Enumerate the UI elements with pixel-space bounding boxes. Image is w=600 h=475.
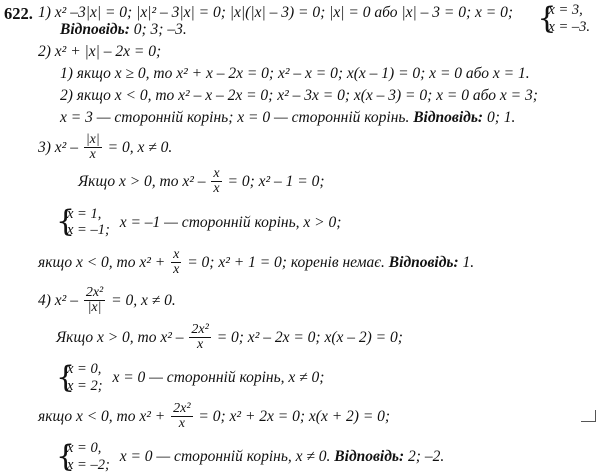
item4-neg-suffix: = 0; x² + 2x = 0; x(x + 2) = 0; [198,408,391,426]
solution-line-4: 1) якщо x ≥ 0, то x² + x – 2x = 0; x² – x = 0; x(x – 1) = 0; x = 0 або x = 1. [60,65,530,83]
item4-system [56,361,103,394]
item3-answer-value: 1. [458,254,475,272]
solution-line-1: 1) x² –3|x| = 0; |x|² – 3|x| = 0; |x|(|x| – 3) = 0; |x| = 0 або |x| – 3 = 0; x = 0; [38,4,514,21]
answer-value-2: 0; 1. [483,108,516,126]
item4-answer-label: Відповідь: [334,448,405,466]
item3-neg-fraction [171,248,181,277]
item3-system-row-2: x = –1; [67,222,110,239]
item3-eq-suffix: = 0, x ≠ 0. [107,139,173,157]
item4-label: 4) [38,292,51,310]
brace-glyph: { [537,0,557,36]
item4-fraction-denominator: |x| [84,300,105,315]
item4-answer-value: 2; –2. [404,448,445,466]
item4-eq-prefix: x² – [54,292,78,310]
item3-system-tail: x = –1 — сторонній корінь, x > 0; [119,213,342,231]
item4-system-line [38,359,594,395]
item4-neg-fraction-numerator: 2x² [173,401,191,417]
solution-line-5: 2) якщо x < 0, то x² – x – 2x = 0; x² – 3x = 0; x(x – 3) = 0; x = 0 або x = 3; [60,86,538,104]
answer-label-1: Відповідь: [60,21,130,39]
item3-case-fraction-numerator: x [213,165,220,181]
solution-line-2 [38,18,594,39]
top-system-brace [537,2,590,35]
solution-line-6 [38,109,594,126]
item3-neg-fraction-denominator: x [173,262,180,277]
item3-case-fraction [211,167,221,196]
item3-label: 3) [38,139,51,157]
item4-system-2 [56,440,110,473]
top-system-row-2: x = –3. [548,18,590,35]
item4-eq-suffix: = 0, x ≠ 0. [111,292,176,310]
item4-system2-tail: x = 0 — сторонній корінь, x ≠ 0. [119,448,335,466]
item4-case-suffix: = 0; x² – 2x = 0; x(x – 2) = 0; [216,329,403,347]
item3-eq-prefix: x² – [54,139,78,157]
item3-system-row-1: x = 1, [67,205,102,222]
item3-case-suffix: = 0; x² – 1 = 0; [227,172,325,190]
item3-case-negative [38,249,594,278]
item4-case-fraction-numerator: 2x² [191,322,209,337]
item4-neg-fraction [171,402,192,431]
item3-fraction-numerator: |x| [85,132,100,148]
item4-system-tail: x = 0 — сторонній корінь, x ≠ 0; [112,369,325,387]
exercise-number: 622. [4,4,33,23]
item3-neg-fraction-numerator: x [173,247,180,262]
item4-system2-row-1: x = 0, [67,440,102,457]
item4-neg-prefix: якщо x < 0, то x² + [38,408,166,426]
item3-system [56,206,110,239]
item4-case-fraction-denominator: x [189,337,210,352]
item4-system2-line [38,441,594,474]
item3-case-positive [38,165,594,197]
item3-fraction-denominator: x [84,147,102,162]
item3-neg-suffix: = 0; x² + 1 = 0; коренів немає. [187,254,389,272]
line6-text: x = 3 — сторонній корінь; x = 0 — сторонній корінь. [60,108,414,126]
item3-case-prefix: Якщо x > 0, то x² – [78,172,206,190]
solution-line-3: 2) x² + |x| – 2x = 0; [38,43,162,61]
item4-fraction-numerator: 2x² [85,285,104,300]
item4-neg-fraction-denominator: x [171,416,192,431]
item4-case-negative [38,403,594,432]
item3-neg-prefix: якщо x < 0, то x² + [38,254,166,272]
item4-case-fraction [189,323,210,352]
solution-body [38,0,594,475]
item4-system-row-1: x = 0, [67,361,102,377]
item3-case-fraction-denominator: x [213,180,220,196]
brace-glyph: { [56,439,76,475]
item3-fraction [84,133,102,162]
item4-system2-row-2: x = –2; [67,457,110,474]
page-corner-mark [579,410,596,422]
top-system-row-1: x = 3, [548,2,583,18]
item4-system-row-2: x = 2; [67,377,103,394]
answer-value-1: 0; 3; –3. [129,21,187,39]
brace-glyph: { [56,204,76,240]
item4-fraction [84,286,105,315]
item3-equation [38,134,594,163]
item4-case-positive [38,324,594,353]
answer-label-2: Відповідь: [413,108,484,126]
item4-equation [38,287,594,316]
item4-case-prefix: Якщо x > 0, то x² – [56,329,184,347]
brace-glyph: { [56,359,76,395]
item3-system-line [38,204,594,240]
item3-answer-label: Відповідь: [388,254,459,272]
